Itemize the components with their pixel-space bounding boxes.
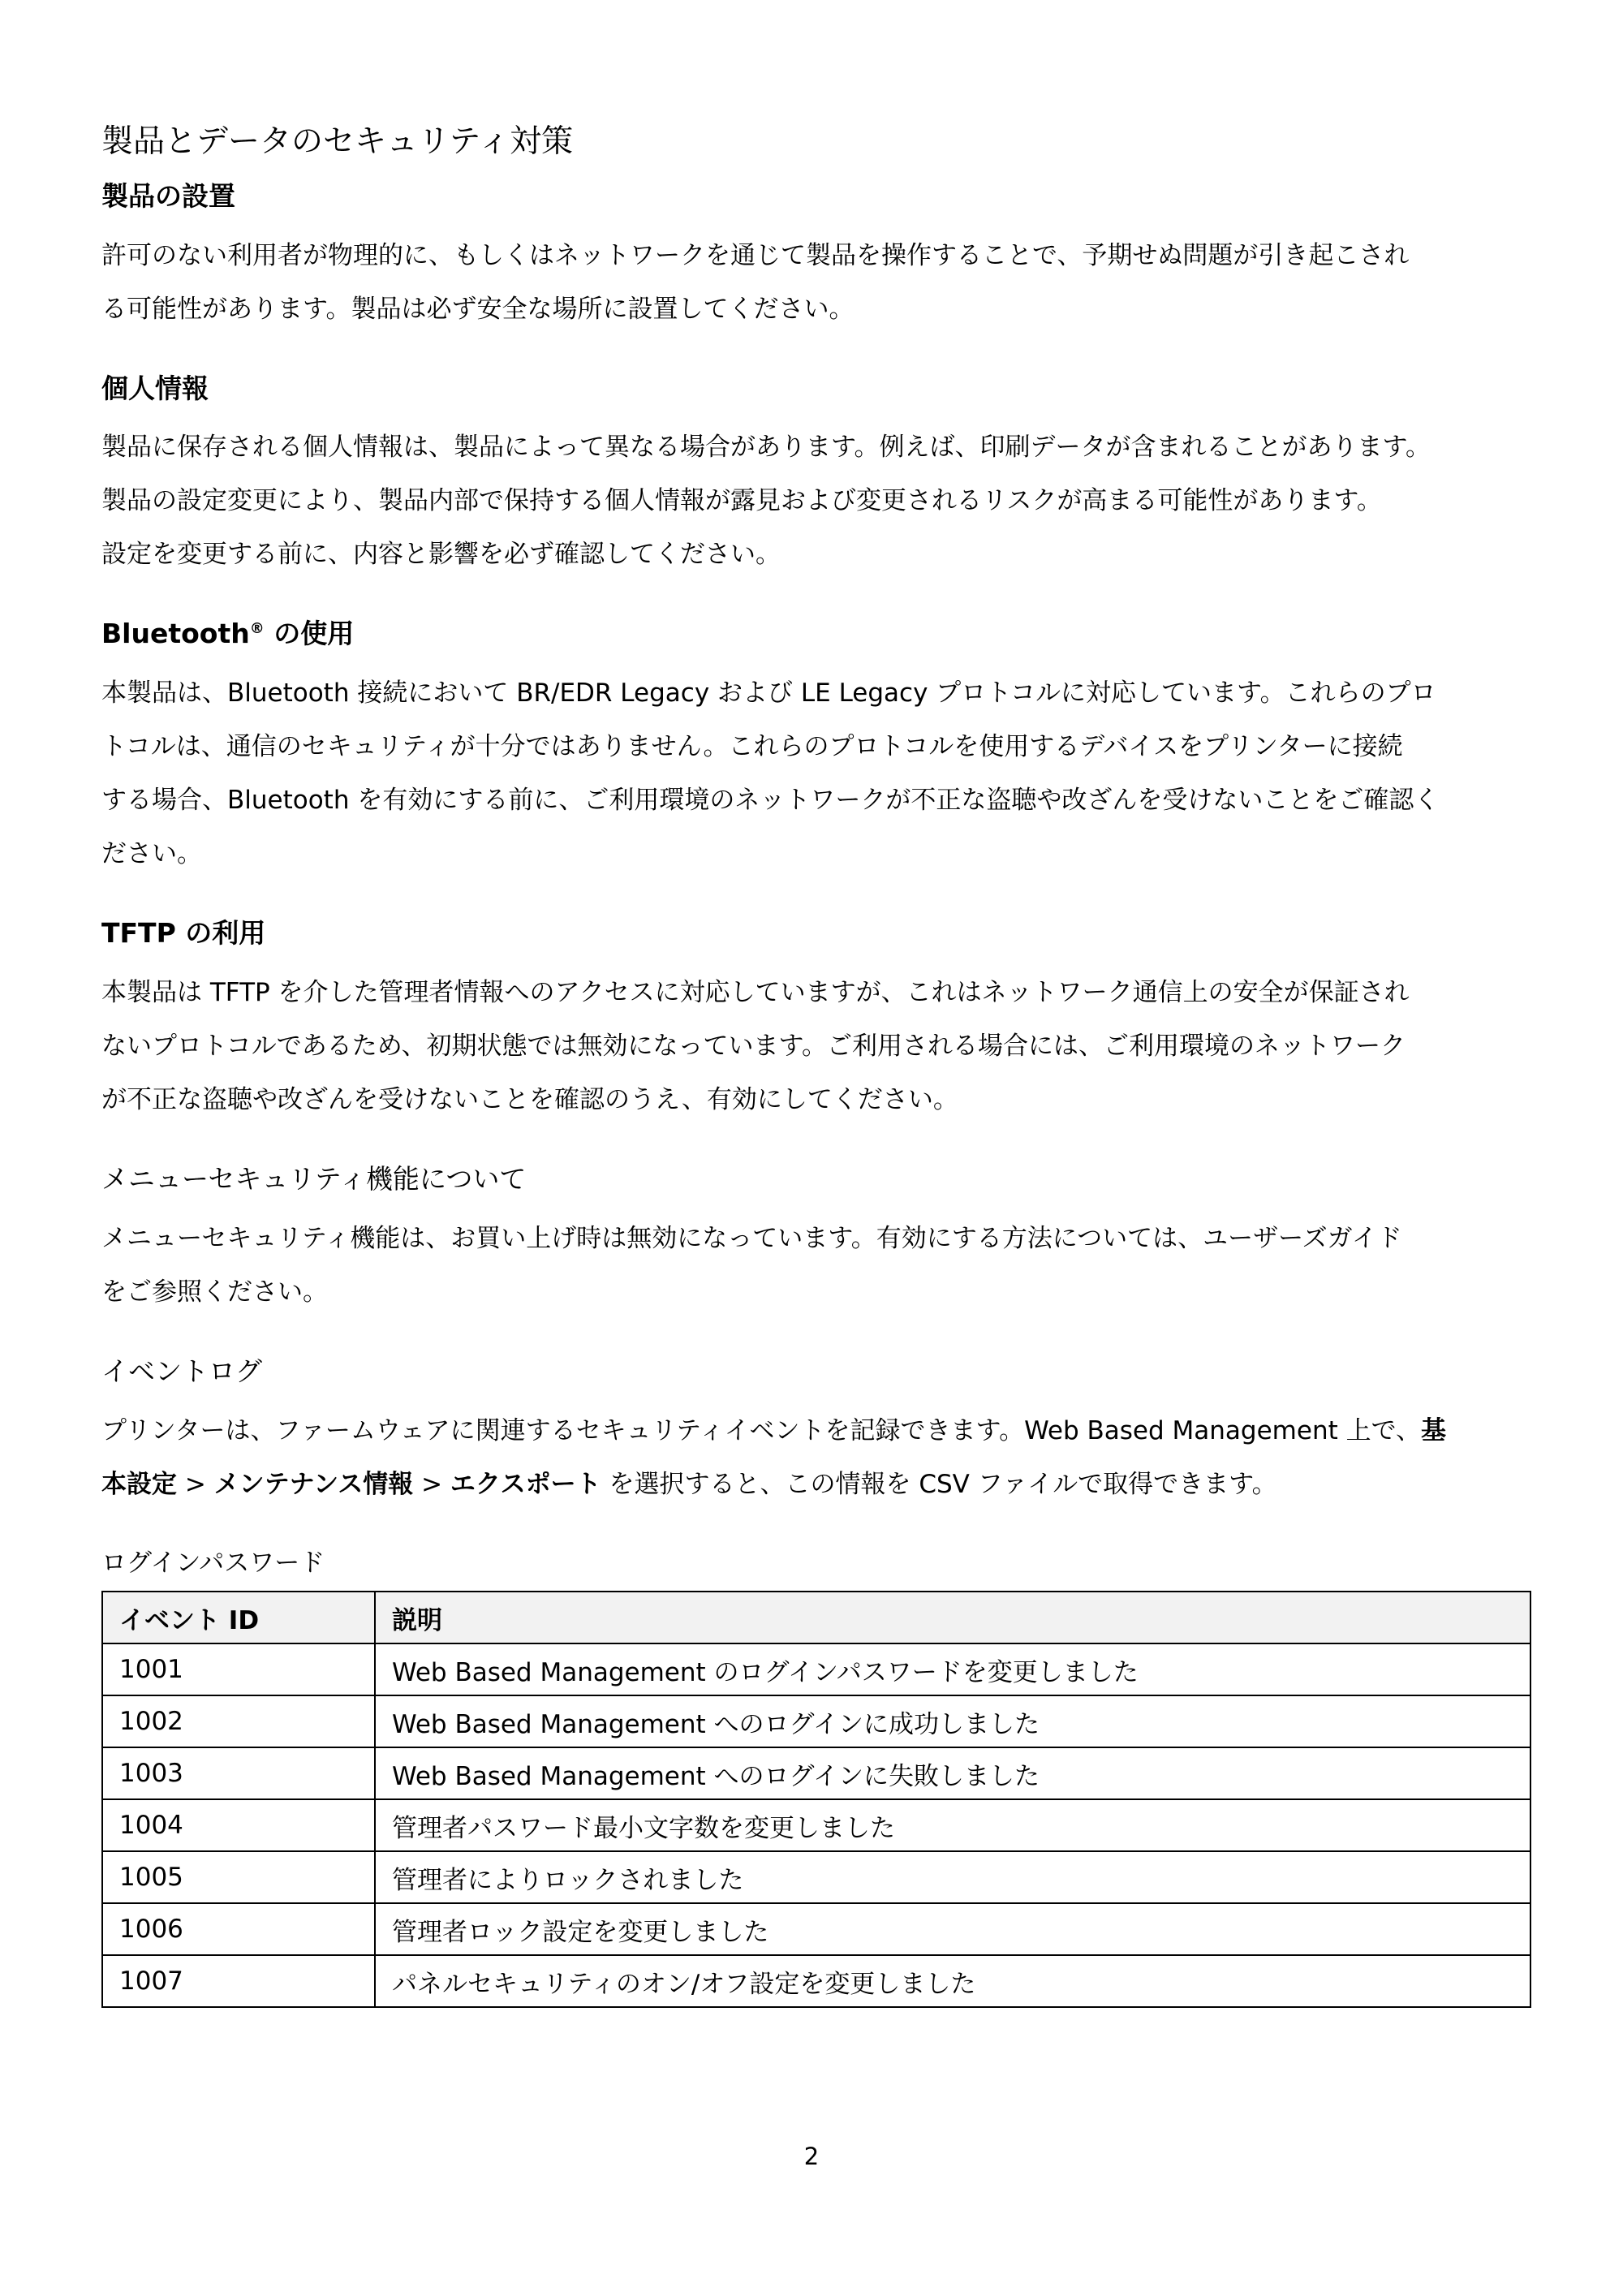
menu-path-bold: エクスポート <box>450 1470 601 1500</box>
body-line: 許可のない利用者が物理的に、もしくはネットワークを通じて製品を操作することで、予期せぬ問題が引き起こされ <box>101 240 1410 270</box>
table-header-row <box>102 1592 1530 1643</box>
page-number: 2 <box>803 2143 820 2170</box>
body-line: メニューセキュリティ機能は、お買い上げ時は無効になっています。有効にする方法については、ユーザーズガイド <box>101 1224 1402 1254</box>
section-tftp <box>101 916 1534 1126</box>
description-cell: 管理者ロック設定を変更しました <box>375 1903 1530 1955</box>
section-event-log <box>101 1355 1534 1511</box>
section-heading: 個人情報 <box>101 372 209 404</box>
section-heading: イベントログ <box>101 1355 262 1388</box>
document-page <box>101 122 1534 2008</box>
menu-path-bold: 基 <box>1420 1416 1446 1446</box>
description-cell: パネルセキュリティのオン/オフ設定を変更しました <box>375 1955 1530 2007</box>
table-row <box>102 1747 1530 1799</box>
body-line: トコルは、通信のセキュリティが十分ではありません。これらのプロトコルを使用するデバイスをプリンターに接続 <box>101 732 1403 762</box>
section-menu-security <box>101 1162 1534 1319</box>
column-header-event-id: イベント ID <box>102 1592 375 1643</box>
description-cell: 管理者によりロックされました <box>375 1851 1530 1903</box>
body-line: る可能性があります。製品は必ず安全な場所に設置してください。 <box>101 294 855 324</box>
description-cell: Web Based Management へのログインに失敗しました <box>375 1747 1530 1799</box>
description-cell: Web Based Management のログインパスワードを変更しました <box>375 1643 1530 1695</box>
section-body <box>101 666 1534 881</box>
event-id-cell: 1004 <box>102 1799 375 1851</box>
page-title: 製品とデータのセキュリティ対策 <box>101 123 574 160</box>
body-line: が不正な盗聴や改ざんを受けないことを確認のうえ、有効にしてください。 <box>101 1085 958 1115</box>
event-id-cell: 1002 <box>102 1695 375 1747</box>
body-line: ないプロトコルであるため、初期状態では無効になっています。ご利用される場合には、ご利用環境のネットワーク <box>101 1032 1406 1062</box>
description-cell: Web Based Management へのログインに成功しました <box>375 1695 1530 1747</box>
registered-mark: ® <box>249 620 265 638</box>
table-row <box>102 1695 1530 1747</box>
column-header-description: 説明 <box>375 1592 1530 1643</box>
body-line: ださい。 <box>101 839 202 869</box>
table-row <box>102 1903 1530 1955</box>
menu-path-separator: > <box>413 1470 450 1500</box>
menu-path-separator: > <box>177 1470 214 1500</box>
section-heading: 製品の設置 <box>101 179 235 212</box>
heading-suffix: の使用 <box>264 618 355 650</box>
section-heading <box>101 617 1534 652</box>
event-id-cell: 1006 <box>102 1903 375 1955</box>
table-row <box>102 1799 1530 1851</box>
section-heading: メニューセキュリティ機能について <box>101 1163 527 1195</box>
body-line: 製品の設定変更により、製品内部で保持する個人情報が露見および変更されるリスクが高まる可能性があります。 <box>101 486 1382 516</box>
body-line <box>101 1458 1534 1511</box>
section-heading: TFTP の利用 <box>101 917 266 950</box>
section-bluetooth <box>101 617 1534 881</box>
event-id-cell: 1001 <box>102 1643 375 1695</box>
table-caption: ログインパスワード <box>101 1549 325 1579</box>
body-line: 本製品は TFTP を介した管理者情報へのアクセスに対応していますが、これはネットワーク通信上の安全が保証され <box>101 978 1410 1008</box>
heading-prefix: Bluetooth <box>101 618 250 650</box>
section-installation <box>101 179 1534 336</box>
line-text: を選択すると、この情報を CSV ファイルで取得できます。 <box>601 1470 1277 1500</box>
body-line: する場合、Bluetooth を有効にする前に、ご利用環境のネットワークが不正な盗聴や改ざんを受けないことをご確認く <box>101 786 1440 816</box>
event-id-cell: 1007 <box>102 1955 375 2007</box>
section-body <box>101 1404 1534 1511</box>
body-line: 設定を変更する前に、内容と影響を必ず確認してください。 <box>101 540 781 570</box>
event-id-cell: 1005 <box>102 1851 375 1903</box>
menu-path-bold: 本設定 <box>101 1470 177 1500</box>
section-body <box>101 1212 1534 1319</box>
line-text: プリンターは、ファームウェアに関連するセキュリティイベントを記録できます。Web Based Management 上で、 <box>101 1416 1421 1446</box>
table-row <box>102 1955 1530 2007</box>
description-cell: 管理者パスワード最小文字数を変更しました <box>375 1799 1530 1851</box>
menu-path-bold: メンテナンス情報 <box>213 1470 414 1500</box>
section-body <box>101 966 1534 1126</box>
section-body <box>101 420 1534 581</box>
body-line: 本製品は、Bluetooth 接続において BR/EDR Legacy および LE Legacy プロトコルに対応しています。これらのプロ <box>101 678 1436 709</box>
body-line <box>101 1404 1534 1458</box>
table-row <box>102 1643 1530 1695</box>
section-personal-info <box>101 372 1534 582</box>
body-line: をご参照ください。 <box>101 1277 328 1307</box>
event-table <box>101 1591 1531 2008</box>
section-body <box>101 229 1534 336</box>
table-row <box>102 1851 1530 1903</box>
body-line: 製品に保存される個人情報は、製品によって異なる場合があります。例えば、印刷データが含まれることがあります。 <box>101 433 1431 463</box>
event-id-cell: 1003 <box>102 1747 375 1799</box>
